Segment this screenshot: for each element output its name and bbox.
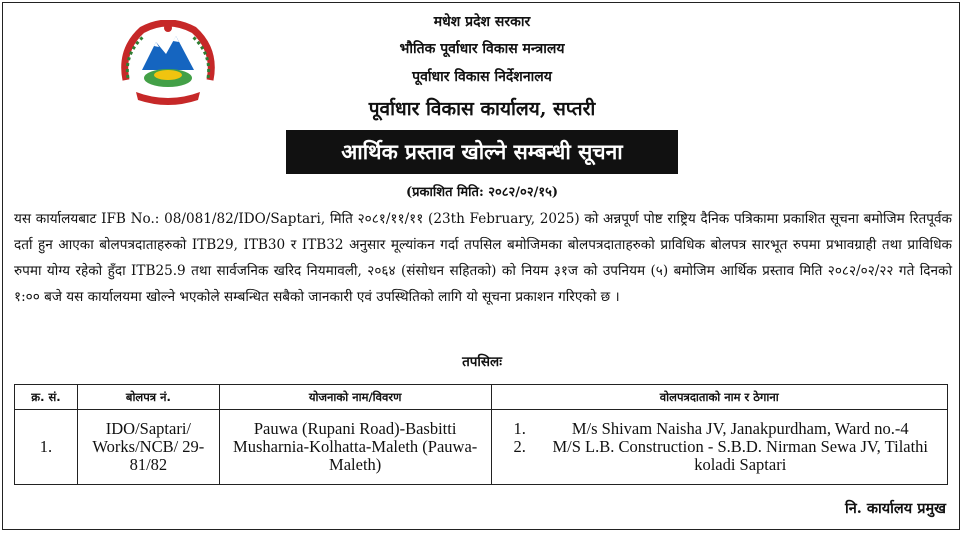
signature-line: नि. कार्यालय प्रमुख [844, 500, 946, 517]
col-header-bid-no: बोलपत्र नं. [77, 385, 219, 410]
notice-title: आर्थिक प्रस्ताव खोल्ने सम्बन्धी सूचना [286, 130, 678, 174]
bidder-item [514, 438, 946, 474]
directorate-name: पूर्वाधार विकास निर्देशनालय [412, 69, 552, 85]
cell-project: Pauwa (Rupani Road)-Basbitti Musharnia-Kolhatta-Maleth (Pauwa-Maleth) [219, 410, 491, 485]
bid-table [14, 384, 948, 485]
table-header-row [15, 385, 948, 410]
cell-sn: 1. [15, 410, 78, 485]
bidder-name: M/s Shivam Naisha JV, Janakpurdham, Ward no.-4 [571, 419, 909, 438]
published-date: (प्रकाशित मिति: २०८२/०२/१५) [405, 185, 558, 200]
table-row [15, 410, 948, 485]
bidder-item [514, 420, 946, 438]
col-header-sn: क्र. सं. [15, 385, 78, 410]
government-name: मधेश प्रदेश सरकार [433, 14, 531, 30]
cell-bidders [491, 410, 948, 485]
col-header-bidders: वोलपत्रदाताको नाम र ठेगाना [491, 385, 948, 410]
bidder-number: 2. [513, 437, 526, 456]
col-header-project: योजनाको नाम/विवरण [219, 385, 491, 410]
office-name: पूर्वाधार विकास कार्यालय, सप्तरी [368, 98, 596, 120]
ministry-name: भौतिक पूर्वाधार विकास मन्त्रालय [399, 41, 565, 57]
bidder-name: M/S L.B. Construction - S.B.D. Nirman Sewa JV, Tilathi koladi Saptari [552, 437, 929, 474]
cell-bid-no: IDO/Saptari/ Works/NCB/ 29-81/82 [77, 410, 219, 485]
bidder-number: 1. [513, 419, 526, 438]
notice-body: यस कार्यालयबाट IFB No.: 08/081/82/IDO/Saptari, मिति २०८१/११/११ (23th February, 2025) को अन्नपूर्ण पोष्ट राष्ट्रिय दैनिक पत्रिकामा प्रकाशित सूचना बमोजिम रितपूर्वक दर्ता हुन आएका बोलपत्रदाताहरुको ITB29, ITB30 र ITB32 अनुसार मूल्यांकन गर्दा तपसिल बमोजिमका बोलपत्रदाताहरुको प्राविधिक बोलपत्र सारभूत रुपमा प्रभावग्राही तथा प्राविधिक रुपमा योग्य रहेको हुँदा ITB25.9 तथा सार्वजनिक खरिद नियमावली, २०६४ (संसोधन सहितको) को नियम ३१ज को उपनियम (५) बमोजिम आर्थिक प्रस्ताव मिति २०८२/०२/२२ गते दिनको १:०० बजे यस कार्यालयमा खोल्ने भएकोले सम्बन्धित सबैको जानकारी एवं उपस्थितिको लागि यो सूचना प्रकाशन गरिएको छ । [14, 211, 952, 305]
schedule-label: तपसिलः [462, 354, 502, 370]
